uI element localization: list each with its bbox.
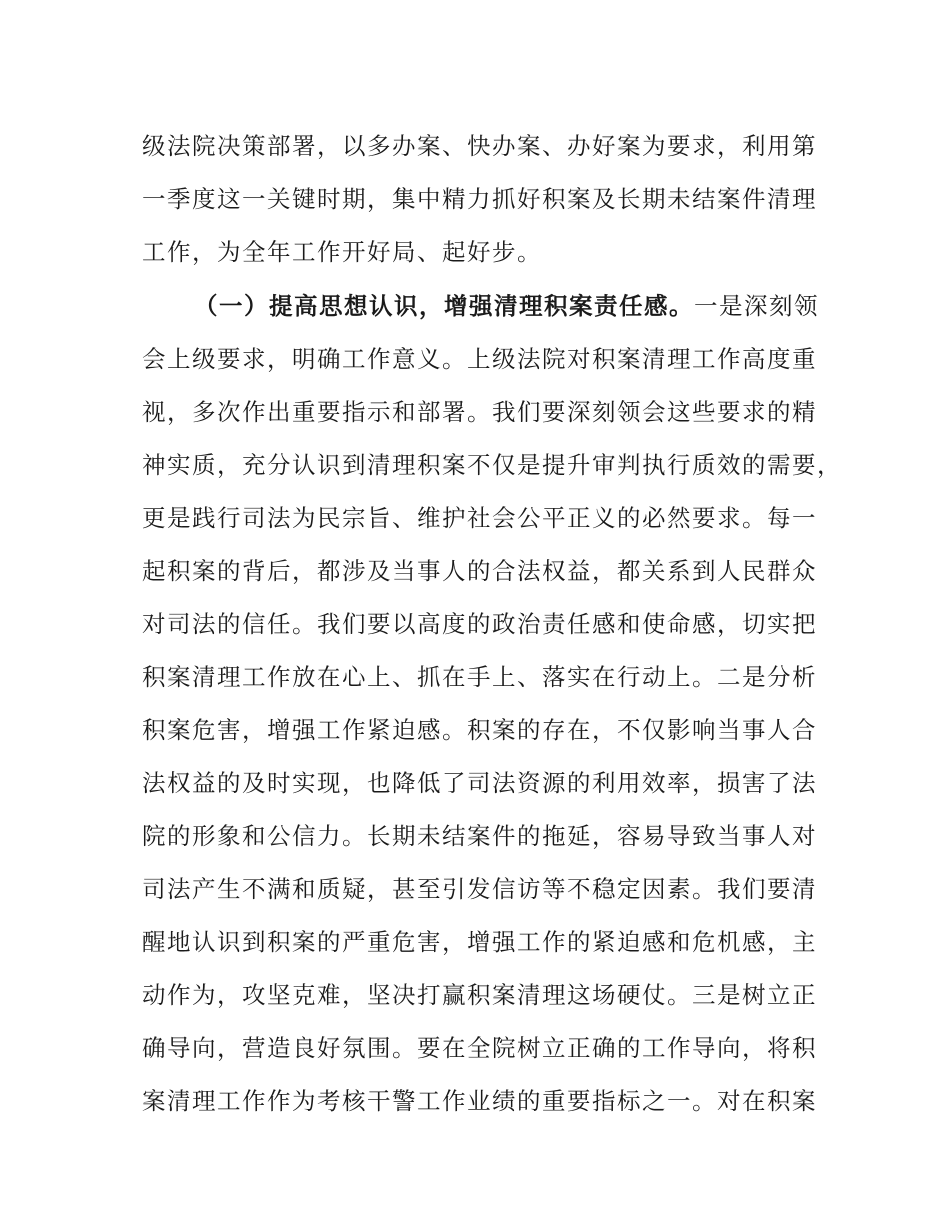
paragraph-line: 起积案的背后，都涉及当事人的合法权益，都关系到人民群众 <box>142 557 817 585</box>
paragraph-line: 工作，为全年工作开好局、起好步。 <box>142 238 542 266</box>
paragraph-line: 级法院决策部署，以多办案、快办案、办好案为要求，利用第 <box>142 132 817 160</box>
paragraph-line: 会上级要求，明确工作意义。上级法院对积案清理工作高度重 <box>142 345 817 373</box>
paragraph-line: 院的形象和公信力。长期未结案件的拖延，容易导致当事人对 <box>142 822 817 850</box>
paragraph-line: 醒地认识到积案的严重危害，增强工作的紧迫感和危机感，主 <box>142 928 817 956</box>
paragraph-line: 积案清理工作放在心上、抓在手上、落实在行动上。二是分析 <box>142 663 817 691</box>
paragraph-line: 视，多次作出重要指示和部署。我们要深刻领会这些要求的精 <box>142 398 817 426</box>
paragraph-line: 对司法的信任。我们要以高度的政治责任感和使命感，切实把 <box>142 610 817 638</box>
paragraph-line: 确导向，营造良好氛围。要在全院树立正确的工作导向，将积 <box>142 1034 817 1062</box>
paragraph-line: 神实质，充分认识到清理积案不仅是提升审判执行质效的需要， <box>142 451 842 479</box>
paragraph-line: 案清理工作作为考核干警工作业绩的重要指标之一。对在积案 <box>142 1087 817 1115</box>
intro-paragraph <box>142 120 822 279</box>
paragraph-line: 动作为，攻坚克难，坚决打赢积案清理这场硬仗。三是树立正 <box>142 981 817 1009</box>
paragraph-line: 司法产生不满和质疑，甚至引发信访等不稳定因素。我们要清 <box>142 875 817 903</box>
section-heading: （一）提高思想认识，增强清理积案责任感。 <box>194 292 694 320</box>
section-one-paragraph <box>142 280 842 1128</box>
section-one-first-line <box>142 280 822 333</box>
paragraph-line: 更是践行司法为民宗旨、维护社会公平正义的必然要求。每一 <box>142 504 817 532</box>
paragraph-line: 积案危害，增强工作紧迫感。积案的存在，不仅影响当事人合 <box>142 716 817 744</box>
paragraph-line: 法权益的及时实现，也降低了司法资源的利用效率，损害了法 <box>142 769 817 797</box>
paragraph-line: 一季度这一关键时期，集中精力抓好积案及长期未结案件清理 <box>142 185 817 213</box>
section-first-line-text: 一是深刻领 <box>694 292 819 320</box>
